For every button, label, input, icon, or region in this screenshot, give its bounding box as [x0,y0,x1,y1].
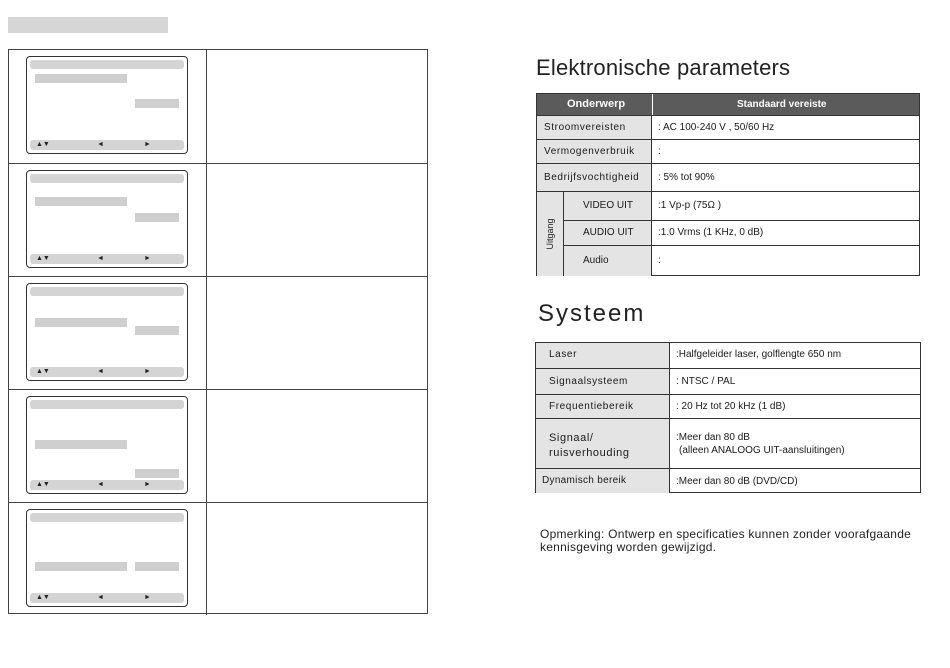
table-row: Bedrijfsvochtigheid : 5% tot 90% [537,163,919,191]
table-row: Laser :Halfgeleider laser, golflengte 650 nm [536,343,920,368]
osd-screen [26,396,188,494]
menu-row [9,502,427,615]
system-table [535,342,921,493]
osd-nav-bar: ▲▼ ◄ ► [30,140,184,150]
osd-screen [26,170,188,268]
table-row: AUDIO UIT :1.0 Vrms (1 KHz, 0 dB) [564,220,919,245]
section-title-electronic: Elektronische parameters [536,55,791,80]
header-standard: Standaard vereiste [737,99,827,110]
electronic-parameters-table [536,93,920,276]
osd-nav-bar: ▲▼ ◄ ► [30,254,184,264]
menu-row [9,276,427,389]
osd-nav-bar: ▲▼ ◄ ► [30,367,184,377]
table-row: Signaal/ ruisverhouding :Meer dan 80 dB (alleen ANALOOG UIT-aansluitingen) [536,418,920,468]
osd-nav-bar: ▲▼ ◄ ► [30,593,184,603]
section-title-system: Systeem [538,300,646,327]
header-item: Onderwerp [567,98,626,110]
table-row: Audio : [564,245,919,276]
note-line-2: kennisgeving worden gewijzigd. [540,540,717,554]
specifications-note [540,528,925,554]
table-header [537,94,919,115]
menu-row [9,163,427,276]
table-row: Dynamisch bereik :Meer dan 80 dB (DVD/CD) [536,468,920,493]
output-group-label: Uitgang [537,191,564,276]
page-header-bar [8,17,168,33]
menu-row [9,50,427,163]
note-line-1: Opmerking: Ontwerp en specificaties kunnen zonder voorafgaande [540,527,912,541]
table-row: VIDEO UIT :1 Vp-p (75Ω ) [564,191,919,220]
osd-screen [26,509,188,607]
table-row: Stroomvereisten : AC 100-240 V , 50/60 Hz [537,115,919,139]
table-row: Signaalsysteem : NTSC / PAL [536,368,920,394]
osd-nav-bar: ▲▼ ◄ ► [30,480,184,490]
osd-screen [26,283,188,381]
table-row: Vermogenverbruik : [537,139,919,163]
menu-screenshots-table [8,49,428,614]
osd-screen [26,56,188,154]
table-row: Frequentiebereik : 20 Hz tot 20 kHz (1 dB) [536,394,920,418]
menu-row [9,389,427,502]
